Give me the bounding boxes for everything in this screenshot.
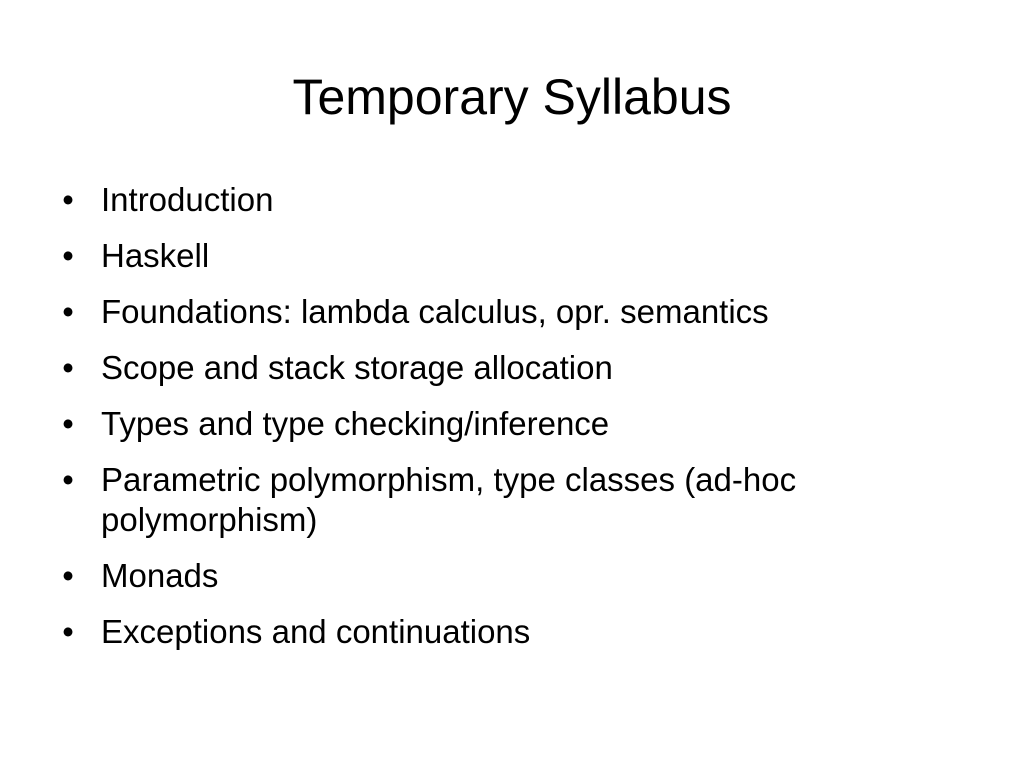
bullet-icon: • [62, 557, 74, 594]
list-item-text: Parametric polymorphism, type classes (ad-hoc polymorphism) [101, 461, 797, 538]
list-item-text: Foundations: lambda calculus, opr. semantics [101, 293, 769, 330]
list-item-text: Monads [101, 557, 219, 594]
bullet-icon: • [62, 349, 74, 386]
bullet-icon: • [62, 181, 74, 218]
list-item [58, 404, 958, 444]
list-item [58, 292, 958, 332]
bullet-icon: • [62, 237, 74, 274]
list-item [58, 556, 958, 596]
slide-title: Temporary Syllabus [292, 69, 732, 125]
bullet-icon: • [62, 293, 74, 330]
bullet-icon: • [62, 461, 74, 498]
list-item [58, 180, 958, 220]
list-item [58, 612, 958, 652]
bullet-list [58, 180, 958, 668]
list-item-text: Introduction [101, 181, 274, 218]
list-item-text: Types and type checking/inference [101, 405, 610, 442]
list-item-text: Exceptions and continuations [101, 613, 531, 650]
bullet-icon: • [62, 613, 74, 650]
list-item-text: Scope and stack storage allocation [101, 349, 613, 386]
list-item [58, 348, 958, 388]
list-item-text: Haskell [101, 237, 210, 274]
bullet-icon: • [62, 405, 74, 442]
list-item [58, 236, 958, 276]
list-item [58, 460, 958, 540]
